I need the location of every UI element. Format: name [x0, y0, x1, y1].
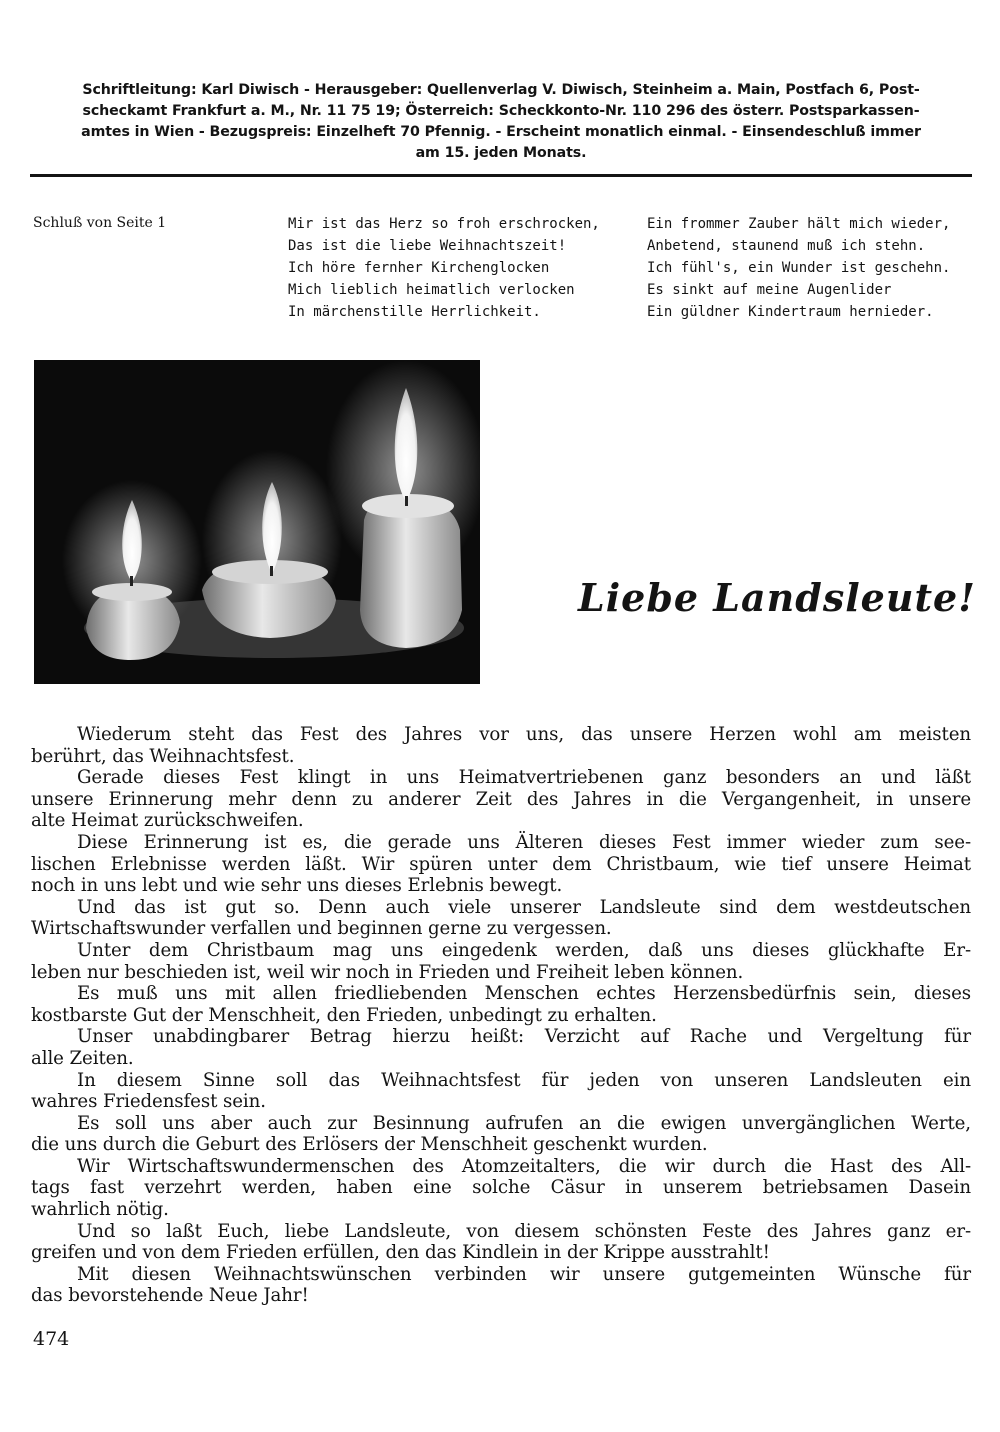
body-line: alte Heimat zurückschweifen.	[31, 810, 304, 832]
body-line: lischen Erlebnisse werden läßt. Wir spüren unter dem Christbaum, wie tief unsere Heimat	[31, 853, 971, 875]
poem-line: Ein frommer Zauber hält mich wieder,	[647, 216, 951, 232]
candles-illustration	[34, 360, 480, 684]
body-line: greifen und von dem Frieden erfüllen, den das Kindlein in der Krippe ausstrahlt!	[31, 1242, 770, 1264]
headline: Liebe Landsleute!	[578, 575, 976, 620]
poem-stanza-2	[647, 213, 950, 323]
masthead-line: amtes in Wien - Bezugspreis: Einzelheft 70 Pfennig. - Erscheint monatlich einmal. - Einsendeschluß immer	[81, 124, 921, 140]
masthead-line: Schriftleitung: Karl Diwisch - Herausgeber: Quellenverlag V. Diwisch, Steinheim a. Main, Postfach 6, Post-	[82, 82, 920, 98]
continued-note: Schluß von Seite 1	[33, 215, 167, 231]
body-line: Es soll uns aber auch zur Besinnung aufrufen an die ewigen unvergänglichen Werte,	[77, 1112, 971, 1134]
body-line: Und das ist gut so. Denn auch viele unserer Landsleute sind dem westdeutschen	[77, 896, 971, 918]
body-line: Unser unabdingbarer Betrag hierzu heißt: Verzicht auf Rache und Vergeltung für	[77, 1026, 971, 1048]
body-line: Diese Erinnerung ist es, die gerade uns Älteren dieses Fest immer wieder zum see-	[77, 831, 971, 853]
poem-line: Das ist die liebe Weihnachtszeit!	[288, 238, 567, 254]
body-line: wahres Friedensfest sein.	[31, 1091, 266, 1113]
poem-line: Es sinkt auf meine Augenlider	[647, 282, 892, 298]
masthead	[40, 80, 962, 164]
body-line: Es muß uns mit allen friedliebenden Menschen echtes Herzensbedürfnis sein, dieses	[77, 983, 971, 1005]
body-line: kostbarste Gut der Menschheit, den Frieden, unbedingt zu erhalten.	[31, 1004, 657, 1026]
body-line: Gerade dieses Fest klingt in uns Heimatvertriebenen ganz besonders an und läßt	[77, 767, 971, 789]
poem-line: Anbetend, staunend muß ich stehn.	[647, 238, 926, 254]
header-rule	[30, 174, 972, 177]
body-line: unsere Erinnerung mehr denn zu anderer Zeit des Jahres in die Vergangenheit, in unsere	[31, 788, 971, 810]
body-line: In diesem Sinne soll das Weihnachtsfest für jeden von unseren Landsleuten ein	[77, 1069, 971, 1091]
poem-line: Mich lieblich heimatlich verlocken	[288, 282, 575, 298]
body-line: die uns durch die Geburt des Erlösers der Menschheit geschenkt wurden.	[31, 1134, 708, 1156]
body-line: berührt, das Weihnachtsfest.	[31, 745, 295, 767]
poem-line: Ich fühl's, ein Wunder ist geschehn.	[647, 260, 951, 276]
body-line: Wir Wirtschaftswundermenschen des Atomzeitalters, die wir durch die Hast des All-	[77, 1155, 971, 1177]
masthead-line: am 15. jeden Monats.	[415, 145, 587, 161]
body-line: Mit diesen Weihnachtswünschen verbinden wir unsere gutgemeinten Wünsche für	[77, 1263, 971, 1285]
page-number: 474	[33, 1328, 70, 1350]
masthead-line: scheckamt Frankfurt a. M., Nr. 11 75 19; Österreich: Scheckkonto-Nr. 110 296 des österr. Postsparkassen-	[82, 103, 920, 119]
poem-line: In märchenstille Herrlichkeit.	[288, 304, 541, 320]
body-line: alle Zeiten.	[31, 1047, 134, 1069]
body-line: leben nur beschieden ist, weil wir noch in Frieden und Freiheit leben können.	[31, 961, 744, 983]
body-line: Wirtschaftswunder verfallen und beginnen gerne zu vergessen.	[31, 918, 612, 940]
poem-line: Ich höre fernher Kirchenglocken	[288, 260, 550, 276]
body-line: das bevorstehende Neue Jahr!	[31, 1285, 309, 1307]
poem-stanza-1	[288, 213, 600, 323]
body-line: Wiederum steht das Fest des Jahres vor uns, das unsere Herzen wohl am meisten	[77, 724, 971, 745]
poem-line: Ein güldner Kindertraum hernieder.	[647, 304, 934, 320]
poem-line: Mir ist das Herz so froh erschrocken,	[288, 216, 600, 232]
body-line: noch in uns lebt und wie sehr uns dieses Erlebnis bewegt.	[31, 875, 563, 897]
candles-photo	[34, 360, 480, 684]
body-line: Unter dem Christbaum mag uns eingedenk werden, daß uns dieses glückhafte Er-	[77, 939, 971, 961]
body-line: Und so laßt Euch, liebe Landsleute, von diesem schönsten Feste des Jahres ganz er-	[77, 1220, 971, 1242]
body-line: wahrlich nötig.	[31, 1199, 169, 1221]
body-line: tags fast verzehrt werden, haben eine solche Cäsur in unserem betriebsamen Dasein	[31, 1177, 971, 1199]
article-body	[31, 724, 971, 1307]
